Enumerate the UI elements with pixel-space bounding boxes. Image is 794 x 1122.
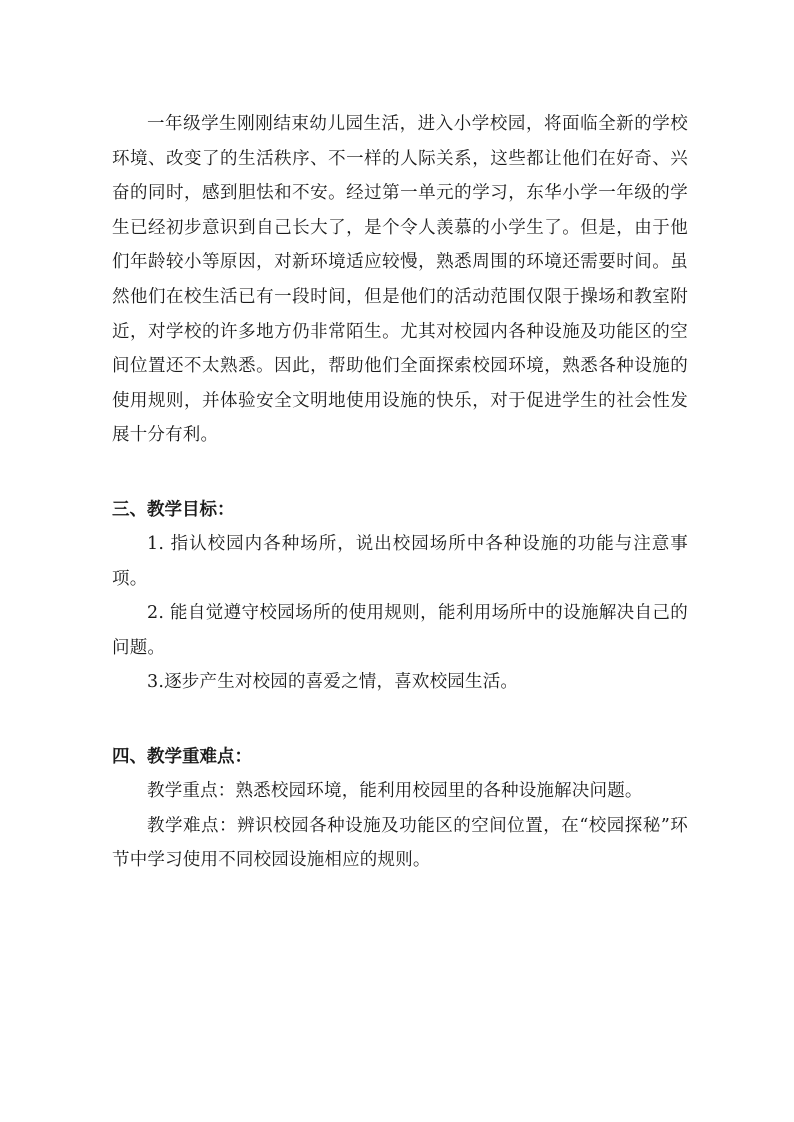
objective-item-2: 2. 能自觉遵守校园场所的使用规则，能利用场所中的设施解决自己的问题。 [112,603,688,658]
section-heading-key-points: 四、教学重难点： [112,746,252,767]
section-spacer [112,700,688,740]
section-heading-objectives: 三、教学目标： [112,499,235,520]
section-spacer [112,453,688,493]
key-point-text: 教学重点：熟悉校园环境，能利用校园里的各种设施解决问题。 [147,780,643,801]
document-body [112,107,688,878]
objective-item-1: 1. 指认校园内各种场所，说出校园场所中各种设施的功能与注意事项。 [112,533,688,589]
difficult-point-text: 教学难点：辨识校园各种设施及功能区的空间位置，在“校园探秘”环节中学习使用不同校园设施相应的规则。 [112,815,688,871]
intro-paragraph: 一年级学生刚刚结束幼儿园生活，进入小学校园，将面临全新的学校环境、改变了的生活秩序、不一样的人际关系，这些都让他们在好奇、兴奋的同时，感到胆怯和不安。经过第一单元的学习，东华小学一年级的学生已经初步意识到自己长大了，是个令人羡慕的小学生了。但是，由于他们年龄较小等原因，对新环境适应较慢，熟悉周围的环境还需要时间。虽然他们在校生活已有一段时间，但是他们的活动范围仅限于操场和教室附近，对学校的许多地方仍非常陌生。尤其对校园内各种设施及功能区的空间位置还不太熟悉。因此，帮助他们全面探索校园环境，熟悉各种设施的使用规则，并体验安全文明地使用设施的快乐，对于促进学生的社会性发展十分有利。 [112,114,688,446]
objective-item-3: 3.逐步产生对校园的喜爱之情，喜欢校园生活。 [147,672,519,693]
